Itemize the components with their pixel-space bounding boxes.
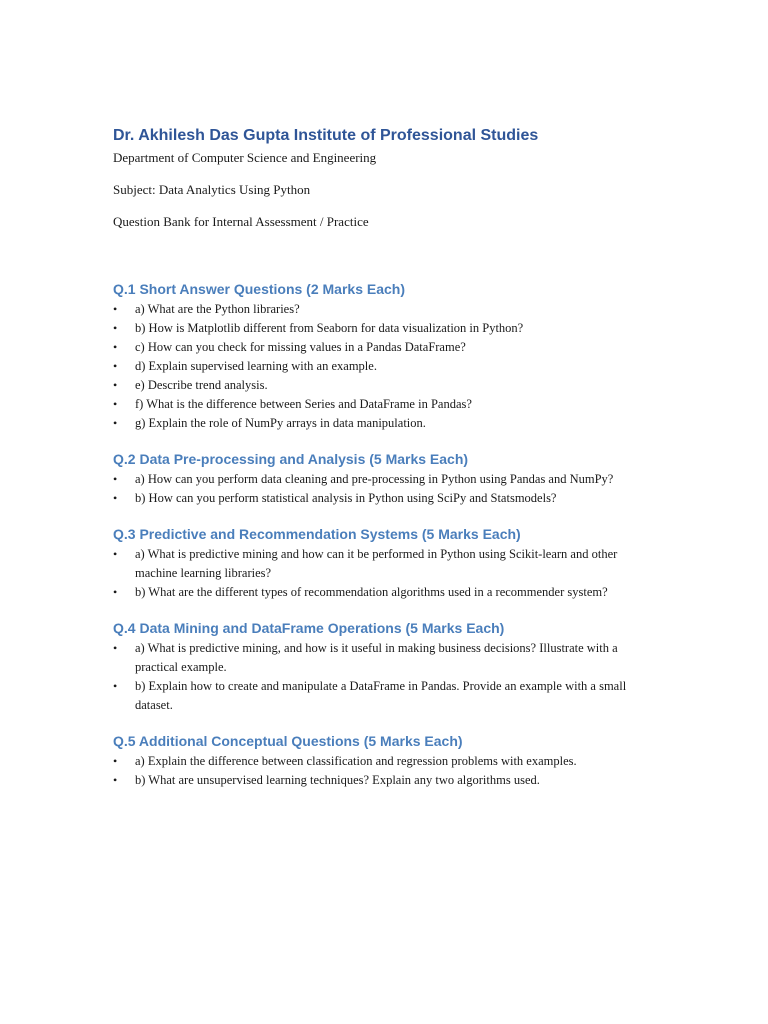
section-q4 <box>113 617 653 715</box>
section-q3 <box>113 523 653 602</box>
subject-line: Subject: Data Analytics Using Python <box>113 182 311 197</box>
question-list <box>113 470 653 508</box>
question-list <box>113 545 653 602</box>
question-text: b) What are unsupervised learning techniques? Explain any two algorithms used. <box>135 773 540 787</box>
question-text: g) Explain the role of NumPy arrays in data manipulation. <box>135 416 426 430</box>
bullet-icon: • <box>113 472 118 486</box>
question-text: a) Explain the difference between classification and regression problems with examples. <box>135 754 577 768</box>
question-text: a) How can you perform data cleaning and pre-processing in Python using Pandas and NumPy? <box>135 472 614 486</box>
question-text: d) Explain supervised learning with an example. <box>135 359 377 373</box>
question-item <box>113 752 653 771</box>
question-list <box>113 300 653 433</box>
section-q1 <box>113 278 653 433</box>
question-item <box>113 376 653 395</box>
question-text: b) How is Matplotlib different from Seaborn for data visualization in Python? <box>135 321 524 335</box>
bullet-icon: • <box>113 585 118 599</box>
section-q5 <box>113 730 653 790</box>
bullet-icon: • <box>113 378 118 392</box>
question-text: c) How can you check for missing values in a Pandas DataFrame? <box>135 340 466 354</box>
question-text: b) What are the different types of recommendation algorithms used in a recommender system? <box>135 585 608 599</box>
question-bank-line: Question Bank for Internal Assessment / Practice <box>113 214 369 229</box>
section-heading: Q.2 Data Pre-processing and Analysis (5 Marks Each) <box>113 451 469 467</box>
question-item <box>113 338 653 357</box>
question-text: a) What is predictive mining and how can it be performed in Python using Scikit-learn and other machine learning libraries? <box>135 547 618 580</box>
question-text: f) What is the difference between Series and DataFrame in Pandas? <box>135 397 472 411</box>
question-item <box>113 357 653 376</box>
question-item <box>113 395 653 414</box>
question-text: b) Explain how to create and manipulate a DataFrame in Pandas. Provide an example with a small dataset. <box>135 679 627 712</box>
bullet-icon: • <box>113 491 118 505</box>
question-item <box>113 583 653 602</box>
bullet-icon: • <box>113 547 118 561</box>
question-item <box>113 470 653 489</box>
bullet-icon: • <box>113 397 118 411</box>
bullet-icon: • <box>113 679 118 693</box>
question-item <box>113 639 653 677</box>
bullet-icon: • <box>113 359 118 373</box>
section-heading: Q.3 Predictive and Recommendation Systems (5 Marks Each) <box>113 526 521 542</box>
bullet-icon: • <box>113 754 118 768</box>
question-item <box>113 771 653 790</box>
question-text: b) How can you perform statistical analysis in Python using SciPy and Statsmodels? <box>135 491 557 505</box>
question-item <box>113 300 653 319</box>
department-line: Department of Computer Science and Engineering <box>113 150 377 165</box>
question-item <box>113 414 653 433</box>
bullet-icon: • <box>113 416 118 430</box>
bullet-icon: • <box>113 773 118 787</box>
question-text: e) Describe trend analysis. <box>135 378 268 392</box>
question-list <box>113 639 653 715</box>
institute-title: Dr. Akhilesh Das Gupta Institute of Professional Studies <box>113 127 539 144</box>
question-item <box>113 677 653 715</box>
bullet-icon: • <box>113 302 118 316</box>
bullet-icon: • <box>113 641 118 655</box>
question-item <box>113 489 653 508</box>
section-q2 <box>113 448 653 508</box>
question-text: a) What is predictive mining, and how is it useful in making business decisions? Illustrate with a practical example. <box>135 641 618 674</box>
document-page <box>113 124 653 790</box>
bullet-icon: • <box>113 321 118 335</box>
question-item <box>113 545 653 583</box>
section-heading: Q.4 Data Mining and DataFrame Operations (5 Marks Each) <box>113 620 505 636</box>
question-item <box>113 319 653 338</box>
question-text: a) What are the Python libraries? <box>135 302 300 316</box>
question-list <box>113 752 653 790</box>
section-heading: Q.1 Short Answer Questions (2 Marks Each) <box>113 281 406 297</box>
bullet-icon: • <box>113 340 118 354</box>
section-heading: Q.5 Additional Conceptual Questions (5 Marks Each) <box>113 733 463 749</box>
